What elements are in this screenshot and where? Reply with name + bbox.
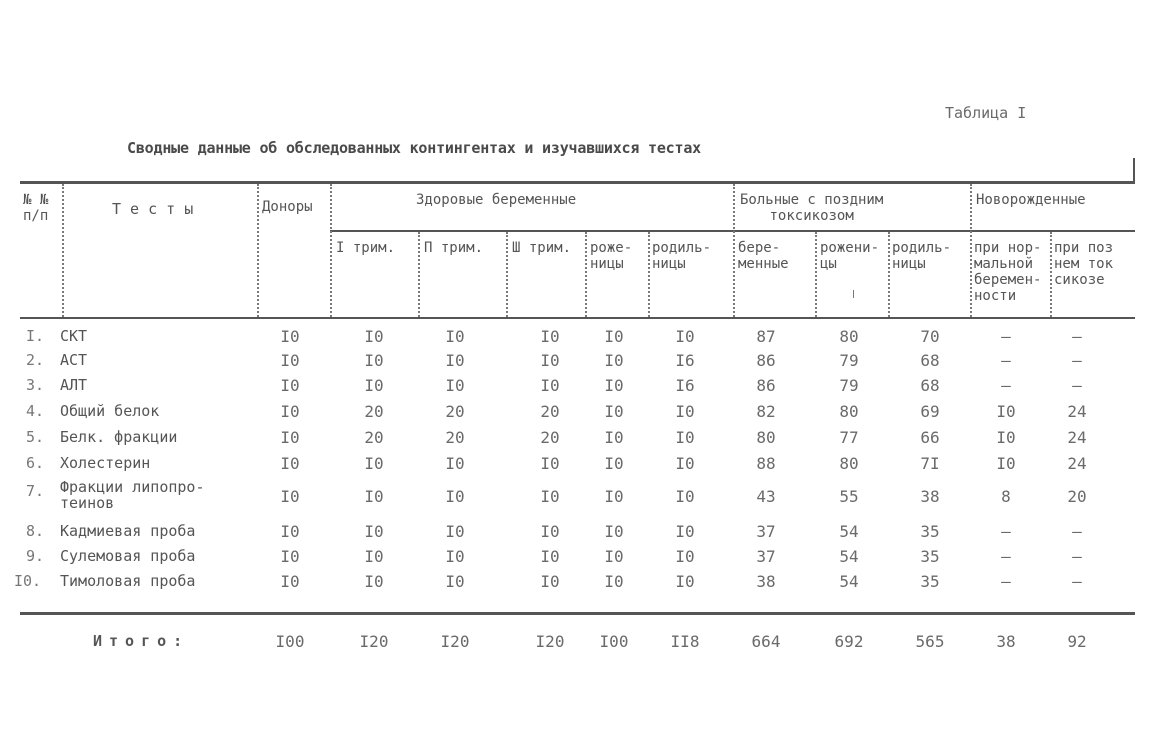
col-separator (330, 184, 332, 317)
table-cell: 37 (756, 547, 776, 566)
table-cell: I0 (604, 487, 624, 506)
total-cell: 692 (834, 632, 864, 651)
row-number: 2. (25, 351, 44, 369)
table-cell: 80 (839, 327, 859, 346)
table-cell: I0 (364, 454, 384, 473)
table-cell: I0 (445, 376, 465, 395)
table-cell: I0 (445, 522, 465, 541)
test-name: Белк. фракции (60, 428, 178, 446)
total-cell: 565 (915, 632, 945, 651)
table-cell: 86 (756, 351, 776, 370)
total-cell: 92 (1067, 632, 1087, 651)
table-cell: I0 (445, 351, 465, 370)
table-cell: 77 (839, 428, 859, 447)
table-cell: I0 (445, 547, 465, 566)
test-name: Фракции липопро- теинов (60, 478, 205, 512)
right-edge-mark (1133, 158, 1135, 184)
total-cell: 38 (996, 632, 1016, 651)
subheader-trim-2: П трим. (424, 240, 484, 256)
table-cell: 79 (839, 376, 859, 395)
table-cell: 54 (839, 547, 859, 566)
table-cell: – (1001, 376, 1011, 395)
col-separator (418, 232, 420, 317)
table-cell: I0 (364, 351, 384, 370)
table-cell: I0 (280, 351, 300, 370)
table-cell: I0 (364, 547, 384, 566)
header-healthy-pregnant: Здоровые беременные (416, 192, 577, 208)
col-separator (506, 232, 508, 317)
table-cell: I0 (364, 522, 384, 541)
subheader-normal-pregnancy: при нор- мальной беремен- ности (974, 240, 1042, 304)
table-cell: I6 (675, 376, 695, 395)
table-cell: – (1001, 351, 1011, 370)
table-cell: – (1072, 572, 1082, 591)
table-cell: I0 (280, 454, 300, 473)
table-cell: 20 (364, 428, 384, 447)
header-mark (853, 290, 854, 298)
table-cell: I0 (675, 572, 695, 591)
table-cell: I0 (604, 572, 624, 591)
table-cell: 8 (1001, 487, 1011, 506)
test-name: Сулемовая проба (60, 547, 196, 565)
table-cell: I0 (675, 402, 695, 421)
subheader-sick-puerperas: родиль- ницы (892, 240, 952, 272)
table-cell: I0 (604, 351, 624, 370)
row-number: 5. (25, 428, 44, 446)
table-cell: I0 (445, 487, 465, 506)
table-cell: I0 (445, 454, 465, 473)
row-number: 8. (25, 522, 44, 540)
table-cell: I0 (280, 428, 300, 447)
table-cell: – (1072, 351, 1082, 370)
table-cell: 24 (1067, 402, 1087, 421)
table-cell: 55 (839, 487, 859, 506)
table-cell: 54 (839, 572, 859, 591)
table-cell: 38 (756, 572, 776, 591)
table-cell: I0 (675, 547, 695, 566)
row-number: 4. (25, 402, 44, 420)
col-separator (257, 184, 259, 317)
table-label: Таблица I (945, 104, 1027, 122)
subheader-sick-parturients: рожени- цы (820, 240, 880, 272)
table-cell: 20 (445, 428, 465, 447)
table-cell: I0 (675, 454, 695, 473)
test-name: Кадмиевая проба (60, 522, 196, 540)
table-cell: – (1072, 522, 1082, 541)
table-cell: I0 (604, 376, 624, 395)
total-cell: I20 (359, 632, 389, 651)
table-cell: 88 (756, 454, 776, 473)
test-name: СКТ (60, 327, 88, 345)
header-num: № № п/п (23, 192, 49, 224)
table-cell: I0 (604, 547, 624, 566)
table-cell: I0 (675, 327, 695, 346)
table-cell: I0 (280, 376, 300, 395)
table-cell: 20 (445, 402, 465, 421)
table-cell: I0 (445, 327, 465, 346)
table-cell: 35 (920, 572, 940, 591)
table-cell: I0 (996, 402, 1016, 421)
table-cell: I0 (540, 572, 560, 591)
subheader-puerperas: родиль- ницы (652, 240, 712, 272)
table-cell: 68 (920, 351, 940, 370)
row-number: 6. (25, 454, 44, 472)
header-bottom-rule (20, 317, 1135, 319)
table-cell: I0 (540, 487, 560, 506)
table-cell: I6 (675, 351, 695, 370)
table-cell: – (1072, 547, 1082, 566)
table-cell: I0 (540, 547, 560, 566)
header-donors: Доноры (262, 199, 313, 215)
test-name: АСТ (60, 351, 88, 369)
table-cell: 80 (839, 454, 859, 473)
total-cell: I20 (440, 632, 470, 651)
header-tests: Т е с т ы (112, 200, 194, 218)
table-cell: 80 (839, 402, 859, 421)
table-cell: 20 (1067, 487, 1087, 506)
table-cell: 87 (756, 327, 776, 346)
table-cell: I0 (540, 376, 560, 395)
table-cell: 24 (1067, 454, 1087, 473)
table-cell: I0 (540, 351, 560, 370)
table-cell: 66 (920, 428, 940, 447)
col-separator (888, 232, 890, 317)
table-cell: I0 (280, 547, 300, 566)
table-cell: 68 (920, 376, 940, 395)
total-cell: II8 (670, 632, 700, 651)
subheader-parturients: роже- ницы (590, 240, 633, 272)
table-cell: I0 (540, 522, 560, 541)
table-cell: – (1001, 522, 1011, 541)
table-cell: I0 (604, 454, 624, 473)
table-cell: I0 (364, 327, 384, 346)
col-separator (970, 184, 972, 317)
table-cell: I0 (675, 428, 695, 447)
test-name: Холестерин (60, 454, 151, 472)
test-name: Общий белок (60, 402, 160, 420)
table-cell: I0 (996, 428, 1016, 447)
test-name: АЛТ (60, 376, 88, 394)
col-separator (815, 232, 817, 317)
table-cell: 35 (920, 522, 940, 541)
row-number: 7. (25, 482, 44, 500)
table-cell: 82 (756, 402, 776, 421)
total-cell: I00 (275, 632, 305, 651)
table-cell: – (1001, 547, 1011, 566)
col-separator (62, 184, 64, 317)
col-separator (585, 232, 587, 317)
table-cell: – (1001, 327, 1011, 346)
table-cell: 35 (920, 547, 940, 566)
table-cell: – (1001, 572, 1011, 591)
table-cell: – (1072, 376, 1082, 395)
table-cell: I0 (604, 327, 624, 346)
table-cell: 38 (920, 487, 940, 506)
table-cell: 20 (364, 402, 384, 421)
table-cell: I0 (996, 454, 1016, 473)
table-cell: 7I (920, 454, 940, 473)
table-cell: 80 (756, 428, 776, 447)
table-cell: I0 (280, 402, 300, 421)
row-number: 9. (25, 547, 44, 565)
table-cell: I0 (445, 572, 465, 591)
table-cell: I0 (280, 522, 300, 541)
table-cell: I0 (280, 327, 300, 346)
table-cell: I0 (604, 428, 624, 447)
table-cell: I0 (364, 487, 384, 506)
test-name: Тимоловая проба (60, 572, 196, 590)
table-cell: 54 (839, 522, 859, 541)
table-cell: – (1072, 327, 1082, 346)
table-cell: I0 (280, 487, 300, 506)
table-caption: Сводные данные об обследованных контингентах и изучавшихся тестах (127, 139, 701, 157)
table-cell: I0 (604, 522, 624, 541)
table-cell: I0 (675, 522, 695, 541)
header-late-toxicosis: Больные с поздним токсикозом (740, 192, 884, 224)
col-separator (733, 184, 735, 317)
table-cell: I0 (540, 454, 560, 473)
table-cell: 43 (756, 487, 776, 506)
table-cell: 69 (920, 402, 940, 421)
table-cell: 20 (540, 428, 560, 447)
table-cell: 24 (1067, 428, 1087, 447)
table-cell: I0 (364, 572, 384, 591)
subheader-trim-1: I трим. (336, 240, 396, 256)
subheader-sick-pregnant: бере- менные (738, 240, 789, 272)
table-cell: 20 (540, 402, 560, 421)
table-cell: 37 (756, 522, 776, 541)
total-cell: 664 (751, 632, 781, 651)
row-number: 3. (25, 376, 44, 394)
col-separator (648, 232, 650, 317)
total-cell: I20 (535, 632, 565, 651)
header-top-rule (20, 181, 1135, 184)
subheader-trim-3: Ш трим. (512, 240, 572, 256)
table-cell: I0 (280, 572, 300, 591)
total-cell: I00 (599, 632, 629, 651)
total-top-rule (20, 612, 1135, 615)
subheader-late-toxicosis: при поз нем ток сикозе (1054, 240, 1114, 288)
table-cell: 79 (839, 351, 859, 370)
table-cell: 86 (756, 376, 776, 395)
table-cell: I0 (540, 327, 560, 346)
row-number: I. (25, 327, 44, 345)
table-cell: I0 (604, 402, 624, 421)
table-cell: 70 (920, 327, 940, 346)
table-cell: I0 (364, 376, 384, 395)
total-label: Итого: (93, 632, 190, 650)
table-cell: I0 (675, 487, 695, 506)
row-number: I0. (14, 572, 42, 590)
col-separator (1050, 232, 1052, 317)
header-newborns: Новорожденные (976, 192, 1086, 208)
